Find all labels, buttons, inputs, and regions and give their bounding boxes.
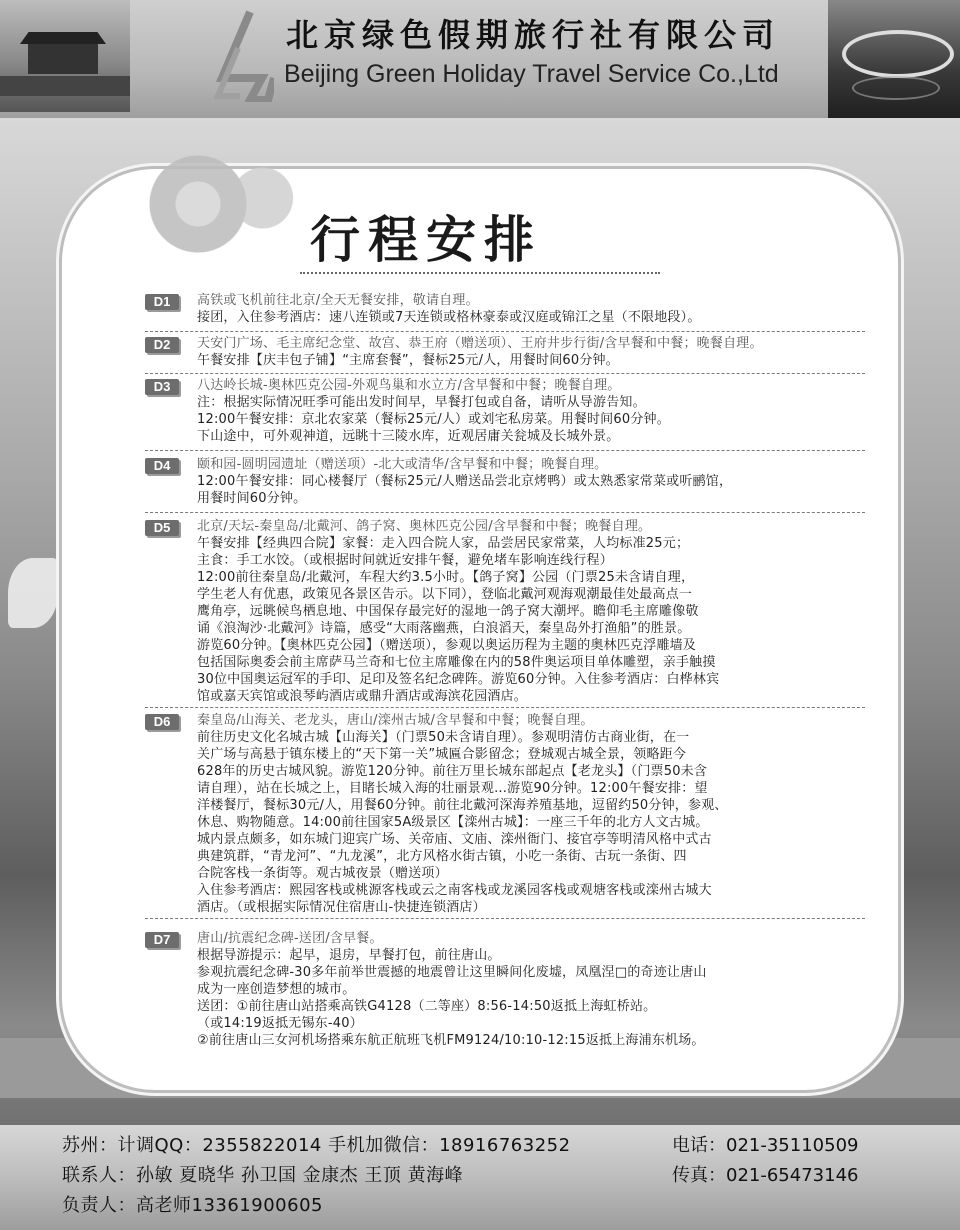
day-line: 北京/天坛-秦皇岛/北戴河、鸽子窝、奥林匹克公园/含早餐和中餐；晚餐自理。 xyxy=(197,519,652,534)
day-line: 12:00午餐安排：京北农家菜（餐标25元/人）或刘宅私房菜。用餐时间60分钟。 xyxy=(197,412,670,427)
day-separator xyxy=(145,512,865,513)
day-line: 30位中国奥运冠军的手印、足印及签名纪念碑阵。游览60分钟。入住参考酒店：白桦林宾 xyxy=(197,672,720,687)
day-text xyxy=(197,518,877,705)
day-text xyxy=(197,456,877,507)
day-line: （或14:19返抵无锡东-40） xyxy=(197,1016,363,1031)
day-text xyxy=(197,335,877,369)
day-line: 接团，入住参考酒店：速八连锁或7天连锁或格林豪泰或汉庭或锦江之星（不限地段）。 xyxy=(197,310,701,325)
day-text xyxy=(197,930,877,1049)
day-line: 馆或嘉天宾馆或浪琴屿酒店或鼎升酒店或海滨花园酒店。 xyxy=(197,689,528,704)
day-line: 注：根据实际情况旺季可能出发时间早，早餐打包或自备，请听从导游告知。 xyxy=(197,395,646,410)
day-line: 洋楼餐厅，餐标30元/人，用餐60分钟。前往北戴河深海养殖基地，逗留约50分钟，参观、 xyxy=(197,798,728,813)
day-line: ②前往唐山三女河机场搭乘东航正航班飞机FM9124/10:10-12:15返抵上海浦东机场。 xyxy=(197,1033,705,1048)
day-separator xyxy=(145,373,865,374)
day-separator xyxy=(145,331,865,332)
phone-number: 电话：021-35110509 xyxy=(672,1135,859,1156)
day-line: 典建筑群，“青龙河”、“九龙溪”，北方风格水街古镇，小吃一条街、古玩一条街、四 xyxy=(197,849,687,864)
day-line: 午餐安排【庆丰包子铺】“主席套餐”，餐标25元/人，用餐时间60分钟。 xyxy=(197,353,619,368)
itinerary-title: 行程安排 xyxy=(310,210,542,269)
day-line: 游览60分钟。【奥林匹克公园】（赠送项），参观以奥运历程为主题的奥林匹克浮雕墙及 xyxy=(197,638,697,653)
day-line: 关广场与高悬于镇东楼上的“天下第一关”城匾合影留念；登城观古城全景，领略距今 xyxy=(197,747,687,762)
day-line: 下山途中，可外观神道，远眺十三陵水库，近观居庸关瓮城及长城外景。 xyxy=(197,429,620,444)
tiananmen-photo xyxy=(0,0,130,112)
day-line: 参观抗震纪念碑-30多年前举世震撼的地震曾让这里瞬间化废墟，凤凰涅□的奇迹让唐山 xyxy=(197,965,707,980)
company-name-en: Beijing Green Holiday Travel Service Co.,Ltd xyxy=(284,60,779,88)
day-line: 休息、购物随意。14:00前往国家5A级景区【滦州古城】：一座三千年的北方人文古城。 xyxy=(197,815,709,830)
day-badge: D4 xyxy=(145,458,179,474)
day-line: 城内景点颇多，如东城门迎宾广场、关帝庙、文庙、滦州衙门、接官亭等明清风格中式古 xyxy=(197,832,712,847)
contact-line-2: 联系人：孙敏 夏晓华 孙卫国 金康杰 王顶 黄海峰 xyxy=(62,1165,464,1186)
contact-line-3: 负责人：高老师13361900605 xyxy=(62,1195,323,1216)
gate-shape xyxy=(28,44,98,74)
day-line: 秦皇岛/山海关、老龙头，唐山/滦州古城/含早餐和中餐；晚餐自理。 xyxy=(197,713,594,728)
day-line: 前往历史文化名城古城【山海关】（门票50未含请自理）。参观明清仿古商业街，在一 xyxy=(197,730,690,745)
day-line: 鹰角亭，远眺候鸟栖息地、中国保存最完好的湿地一鸽子窝大潮坪。瞻仰毛主席雕像敬 xyxy=(197,604,699,619)
day-line: 送团：①前往唐山站搭乘高铁G4128（二等座）8:56-14:50返抵上海虹桥站。 xyxy=(197,999,657,1014)
day-line: 12:00午餐安排：同心楼餐厅（餐标25元/人赠送品尝北京烤鸭）或太熟悉家常菜或听鹂馆， xyxy=(197,474,733,489)
flower-decoration xyxy=(130,150,300,270)
day-line: 入住参考酒店：熙园客栈或桃源客栈或云之南客栈或龙溪园客栈或观塘客栈或滦州古城大 xyxy=(197,883,712,898)
wall-shape xyxy=(0,76,130,96)
birds-nest-photo xyxy=(828,0,960,118)
bird-decoration xyxy=(8,558,58,628)
day-line: 主食：手工水饺。（或根据时间就近安排午餐，避免堵车影响连线行程） xyxy=(197,553,613,568)
day-badge: D6 xyxy=(145,714,179,730)
day-line: 诵《浪淘沙·北戴河》诗篇，感受“大雨落幽燕，白浪滔天，秦皇岛外打渔船”的胜景。 xyxy=(197,621,691,636)
day-text xyxy=(197,712,877,916)
day-line: 合院客栈一条街等。观古城夜景（赠送项） xyxy=(197,866,448,881)
day-line: 根据导游提示：起早，退房，早餐打包，前往唐山。 xyxy=(197,948,501,963)
day-line: 包括国际奥委会前主席萨马兰奇和七位主席雕像在内的58件奥运项目单体雕塑，亲手触摸 xyxy=(197,655,716,670)
company-logo-icon xyxy=(210,8,274,102)
day-line: 请自理），站在长城之上，目睹长城入海的壮丽景观...游览90分钟。12:00午餐安排：望 xyxy=(197,781,708,796)
header-banner xyxy=(0,0,960,118)
day-line: 颐和园-圆明园遗址（赠送项）-北大或清华/含早餐和中餐；晚餐自理。 xyxy=(197,457,608,472)
stadium-reflection xyxy=(852,76,940,100)
day-line: 成为一座创造梦想的城市。 xyxy=(197,982,356,997)
day-line: 628年的历史古城风貌。游览120分钟。前往万里长城东部起点【老龙头】（门票50未含 xyxy=(197,764,708,779)
company-name-cn: 北京绿色假期旅行社有限公司 xyxy=(286,16,781,54)
day-line: 八达岭长城-奥林匹克公园-外观鸟巢和水立方/含早餐和中餐；晚餐自理。 xyxy=(197,378,621,393)
fax-number: 传真：021-65473146 xyxy=(672,1165,859,1186)
day-line: 唐山/抗震纪念碑-送团/含早餐。 xyxy=(197,931,383,946)
day-line: 天安门广场、毛主席纪念堂、故宫、恭王府（赠送项）、王府井步行街/含早餐和中餐；晚餐自理。 xyxy=(197,336,763,351)
day-badge: D5 xyxy=(145,520,179,536)
day-separator xyxy=(145,450,865,451)
day-badge: D3 xyxy=(145,379,179,395)
title-divider xyxy=(300,272,660,274)
day-badge: D1 xyxy=(145,294,179,310)
day-badge: D2 xyxy=(145,337,179,353)
day-line: 酒店。（或根据实际情况住宿唐山-快捷连锁酒店） xyxy=(197,900,486,915)
day-line: 12:00前往秦皇岛/北戴河，车程大约3.5小时。【鸽子窝】公园（门票25未含请自理， xyxy=(197,570,695,585)
day-text xyxy=(197,377,877,445)
contact-footer xyxy=(0,1125,960,1230)
day-text xyxy=(197,292,877,326)
day-separator xyxy=(145,918,865,919)
day-line: 学生老人有优惠，政策见各景区告示。以下同），登临北戴河观海观潮最佳处最高点一 xyxy=(197,587,693,602)
day-badge: D7 xyxy=(145,932,179,948)
day-line: 午餐安排【经典四合院】家餐：走入四合院人家，品尝居民家常菜，人均标准25元； xyxy=(197,536,690,551)
day-line: 高铁或飞机前往北京/全天无餐安排，敬请自理。 xyxy=(197,293,479,308)
contact-line-1: 苏州：计调QQ：2355822014 手机加微信：18916763252 xyxy=(62,1135,571,1156)
stadium-shape xyxy=(842,30,954,78)
day-separator xyxy=(145,707,865,708)
day-line: 用餐时间60分钟。 xyxy=(197,491,307,506)
